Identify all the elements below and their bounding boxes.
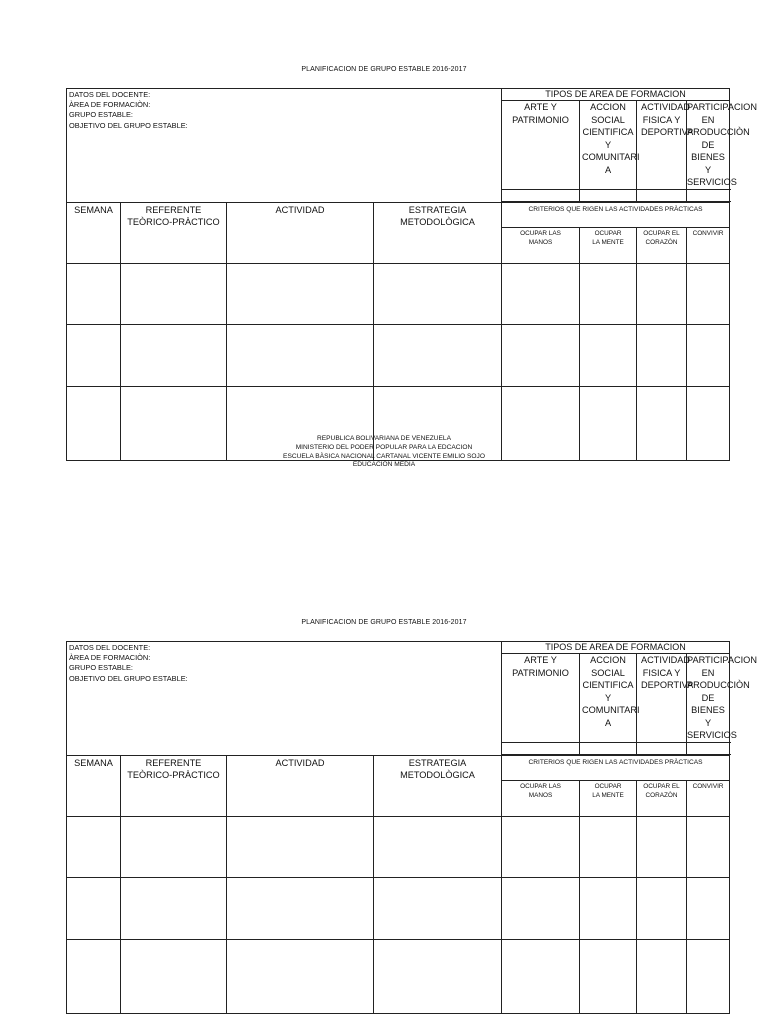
sheet2-datos-cell[interactable] bbox=[67, 642, 502, 756]
footer-line: EDUCACIÒN MEDIA bbox=[352, 461, 416, 469]
table-cell[interactable] bbox=[227, 877, 374, 939]
table-cell[interactable] bbox=[637, 877, 687, 939]
table-cell[interactable] bbox=[374, 263, 502, 324]
col-estrategia: ESTRATEGIA METODOLÒGICA bbox=[374, 755, 502, 816]
table-cell[interactable] bbox=[121, 939, 227, 1013]
table-cell[interactable] bbox=[67, 816, 121, 877]
crit-convivir: CONVIVIR bbox=[687, 227, 730, 263]
table-cell[interactable] bbox=[67, 939, 121, 1013]
table-cell[interactable] bbox=[374, 816, 502, 877]
col-semana: SEMANA bbox=[67, 202, 121, 263]
footer-line: REPUBLICA BOLIVARIANA DE VENEZUELA bbox=[317, 435, 451, 442]
col-referente: REFERENTE TEÒRICO-PRÀCTICO bbox=[121, 202, 227, 263]
table-cell[interactable] bbox=[502, 324, 580, 386]
grupo-estable-label: GRUPO ESTABLE: bbox=[69, 663, 133, 673]
datos-docente-label: DATOS DEL DOCENTE: bbox=[69, 643, 151, 652]
crit-ocupar-corazon: OCUPAR EL CORAZÒN bbox=[637, 227, 687, 263]
area-participacion: PARTICIPACION EN PRODUCCIÒN DE BIENES Y SERVICIOS bbox=[687, 655, 757, 740]
table-cell[interactable] bbox=[121, 816, 227, 877]
col-semana: SEMANA bbox=[67, 755, 121, 816]
institution-footer bbox=[0, 435, 768, 470]
table-cell[interactable] bbox=[580, 877, 637, 939]
crit-ocupar-corazon: OCUPAR EL CORAZÒN bbox=[637, 780, 687, 816]
col-estrategia: ESTRATEGIA METODOLÒGICA bbox=[374, 202, 502, 263]
area-accion-social: ACCION SOCIAL CIENTIFICA Y COMUNITARI A bbox=[580, 101, 637, 190]
table-cell[interactable] bbox=[67, 263, 121, 324]
objetivo-label: OBJETIVO DEL GRUPO ESTABLE: bbox=[69, 673, 188, 683]
table-cell[interactable] bbox=[637, 939, 687, 1013]
footer-line: MINISTERIO DEL PODER POPULAR PARA LA EDCACION bbox=[295, 443, 473, 451]
table-cell[interactable] bbox=[67, 877, 121, 939]
datos-docente-label: DATOS DEL DOCENTE: bbox=[69, 90, 151, 99]
grupo-estable-label: GRUPO ESTABLE: bbox=[69, 110, 133, 120]
area-cell-empty[interactable] bbox=[580, 189, 637, 201]
sheet2-planning-table bbox=[66, 641, 757, 1014]
area-formacion-label: ÀREA DE FORMACIÒN: bbox=[69, 100, 151, 110]
table-cell[interactable] bbox=[374, 939, 502, 1013]
col-actividad: ACTIVIDAD bbox=[227, 202, 374, 263]
area-cell-empty[interactable] bbox=[502, 189, 580, 201]
table-cell[interactable] bbox=[687, 324, 730, 386]
table-cell[interactable] bbox=[374, 324, 502, 386]
area-participacion: PARTICIPACION EN PRODUCCIÒN DE BIENES Y SERVICIOS bbox=[687, 102, 757, 187]
area-formacion-label: ÀREA DE FORMACIÒN: bbox=[69, 653, 151, 663]
table-cell[interactable] bbox=[227, 816, 374, 877]
area-actividad-fisica: ACTIVIDAD FISICA Y DEPORTIVA bbox=[637, 654, 687, 743]
table-cell[interactable] bbox=[502, 939, 580, 1013]
crit-ocupar-mente: OCUPAR LA MENTE bbox=[580, 780, 637, 816]
area-cell-empty[interactable] bbox=[687, 742, 730, 754]
sheet1-datos-cell[interactable] bbox=[67, 89, 502, 203]
table-cell[interactable] bbox=[687, 816, 730, 877]
table-cell[interactable] bbox=[687, 939, 730, 1013]
area-cell-empty[interactable] bbox=[637, 742, 687, 754]
area-actividad-fisica: ACTIVIDAD FISICA Y DEPORTIVA bbox=[637, 101, 687, 190]
footer-line: ESCUELA BÀSICA NACIONAL CARTANAL VICENTE EMILIO SOJO bbox=[283, 452, 485, 460]
area-cell-empty[interactable] bbox=[637, 189, 687, 201]
col-criterios: CRITERIOS QUE RIGEN LAS ACTIVIDADES PRÀCTICAS bbox=[502, 755, 730, 780]
table-cell[interactable] bbox=[502, 877, 580, 939]
col-referente: REFERENTE TEÒRICO-PRÀCTICO bbox=[121, 755, 227, 816]
crit-ocupar-manos: OCUPAR LAS MANOS bbox=[502, 227, 580, 263]
col-criterios: CRITERIOS QUE RIGEN LAS ACTIVIDADES PRÀCTICAS bbox=[502, 202, 730, 227]
table-cell[interactable] bbox=[227, 939, 374, 1013]
table-cell[interactable] bbox=[580, 816, 637, 877]
area-arte-patrimonio: ARTE Y PATRIMONIO bbox=[502, 101, 580, 190]
table-cell[interactable] bbox=[121, 877, 227, 939]
sheet1-planning-table bbox=[66, 88, 757, 461]
tipos-area-header: TIPOS DE AREA DE FORMACION bbox=[502, 89, 730, 101]
table-cell[interactable] bbox=[67, 324, 121, 386]
table-cell[interactable] bbox=[227, 263, 374, 324]
table-cell[interactable] bbox=[580, 263, 637, 324]
area-arte-patrimonio: ARTE Y PATRIMONIO bbox=[502, 654, 580, 743]
table-cell[interactable] bbox=[580, 324, 637, 386]
table-cell[interactable] bbox=[121, 324, 227, 386]
table-cell[interactable] bbox=[687, 877, 730, 939]
table-cell[interactable] bbox=[687, 263, 730, 324]
table-cell[interactable] bbox=[637, 816, 687, 877]
area-accion-social: ACCION SOCIAL CIENTIFICA Y COMUNITARI A bbox=[580, 654, 637, 743]
objetivo-label: OBJETIVO DEL GRUPO ESTABLE: bbox=[69, 120, 188, 130]
table-cell[interactable] bbox=[227, 324, 374, 386]
crit-ocupar-manos: OCUPAR LAS MANOS bbox=[502, 780, 580, 816]
sheet2-title: PLANIFICACION DE GRUPO ESTABLE 2016-2017 bbox=[301, 619, 467, 626]
table-cell[interactable] bbox=[502, 816, 580, 877]
table-cell[interactable] bbox=[502, 263, 580, 324]
sheet1-title: PLANIFICACION DE GRUPO ESTABLE 2016-2017 bbox=[301, 66, 467, 73]
table-cell[interactable] bbox=[637, 324, 687, 386]
area-cell-empty[interactable] bbox=[580, 742, 637, 754]
area-cell-empty[interactable] bbox=[687, 189, 730, 201]
crit-ocupar-mente: OCUPAR LA MENTE bbox=[580, 227, 637, 263]
area-cell-empty[interactable] bbox=[502, 742, 580, 754]
table-cell[interactable] bbox=[121, 263, 227, 324]
col-actividad: ACTIVIDAD bbox=[227, 755, 374, 816]
crit-convivir: CONVIVIR bbox=[687, 780, 730, 816]
tipos-area-header: TIPOS DE AREA DE FORMACION bbox=[502, 642, 730, 654]
table-cell[interactable] bbox=[374, 877, 502, 939]
table-cell[interactable] bbox=[580, 939, 637, 1013]
table-cell[interactable] bbox=[637, 263, 687, 324]
